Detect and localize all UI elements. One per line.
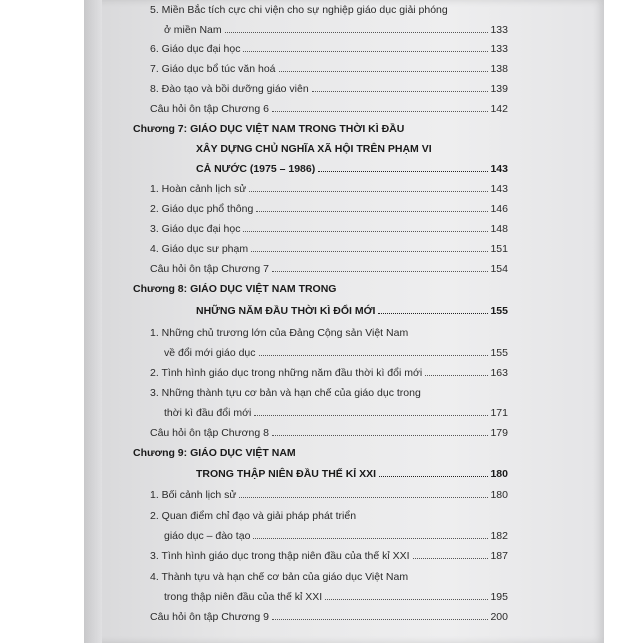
toc-entry xyxy=(150,243,508,255)
dot-leader xyxy=(413,557,489,559)
chapter-heading-line: Chương 9: GIÁO DỤC VIỆT NAM xyxy=(133,447,296,459)
toc-entry-title: 1. Hoàn cảnh lịch sử xyxy=(150,183,247,195)
toc-entry-title: 6. Giáo dục đại học xyxy=(150,43,241,55)
dot-leader xyxy=(256,210,488,212)
toc-page-number: 146 xyxy=(490,203,508,215)
toc-entry xyxy=(164,407,508,419)
dot-leader xyxy=(259,354,489,356)
dot-leader xyxy=(379,475,488,477)
dot-leader xyxy=(243,230,488,232)
toc-page-number: 195 xyxy=(490,591,508,603)
toc-page-number: 143 xyxy=(490,183,508,195)
toc-entry-line: 1. Những chủ trương lớn của Đảng Cộng sản Việt Nam xyxy=(150,327,409,339)
toc-page-number: 179 xyxy=(490,427,508,439)
dot-leader xyxy=(378,312,488,314)
toc-entry-title: trong thập niên đầu của thế kỉ XXI xyxy=(164,591,323,603)
toc-entry xyxy=(150,611,508,623)
toc-page-number: 133 xyxy=(490,43,508,55)
toc-entry-title: CẢ NƯỚC (1975 – 1986) xyxy=(196,163,316,175)
dot-leader xyxy=(272,270,488,272)
toc-page-number: 154 xyxy=(490,263,508,275)
dot-leader xyxy=(272,110,488,112)
toc-entry xyxy=(150,223,508,235)
chapter-heading-line: Chương 8: GIÁO DỤC VIỆT NAM TRONG xyxy=(133,283,337,295)
toc-page-number: 148 xyxy=(490,223,508,235)
toc-entry-title: Câu hỏi ôn tập Chương 9 xyxy=(150,611,269,623)
toc-entry-title: 4. Giáo dục sư phạm xyxy=(150,243,249,255)
dot-leader xyxy=(225,31,489,33)
dot-leader xyxy=(279,70,489,72)
toc-entry-title: 7. Giáo dục bổ túc văn hoá xyxy=(150,63,276,75)
dot-leader xyxy=(312,90,489,92)
dot-leader xyxy=(253,537,488,539)
chapter-heading-line: XÂY DỰNG CHỦ NGHĨA XÃ HỘI TRÊN PHẠM VI xyxy=(196,143,432,155)
toc-page-number: 187 xyxy=(490,550,508,562)
toc-entry xyxy=(150,43,508,55)
toc-entry-title: TRONG THẬP NIÊN ĐẦU THẾ KỈ XXI xyxy=(196,468,377,480)
toc-entry xyxy=(150,183,508,195)
chapter-heading-line: Chương 7: GIÁO DỤC VIỆT NAM TRONG THỜI KÌ ĐẦU xyxy=(133,123,405,135)
toc-entry-title: Câu hỏi ôn tập Chương 8 xyxy=(150,427,269,439)
toc-page-number: 139 xyxy=(490,83,508,95)
toc-entry-title: 2. Giáo dục phổ thông xyxy=(150,203,254,215)
toc-entry-title: ở miền Nam xyxy=(164,24,222,36)
dot-leader xyxy=(272,618,488,620)
toc-page-number: 143 xyxy=(490,163,508,175)
dot-leader xyxy=(243,50,488,52)
toc-entry-line: 5. Miền Bắc tích cực chi viện cho sự nghiệp giáo dục giải phóng xyxy=(150,4,448,16)
toc-page-number: 171 xyxy=(490,407,508,419)
chapter-heading-entry xyxy=(196,468,508,480)
toc-entry xyxy=(150,550,508,562)
toc-entry xyxy=(150,63,508,75)
toc-entry xyxy=(150,427,508,439)
toc-entry xyxy=(150,203,508,215)
toc-entry-title: 2. Tình hình giáo dục trong những năm đầu thời kì đổi mới xyxy=(150,367,423,379)
toc-entry xyxy=(150,489,508,501)
dot-leader xyxy=(318,170,488,172)
toc-page-number: 142 xyxy=(490,103,508,115)
toc-entry xyxy=(150,367,508,379)
toc-entry-title: Câu hỏi ôn tập Chương 6 xyxy=(150,103,269,115)
toc-entry xyxy=(150,83,508,95)
toc-entry-title: 3. Giáo dục đại học xyxy=(150,223,241,235)
toc-page-number: 200 xyxy=(490,611,508,623)
toc-entry xyxy=(164,591,508,603)
chapter-heading-entry xyxy=(196,163,508,175)
toc-entry xyxy=(164,530,508,542)
toc-entry xyxy=(150,263,508,275)
dot-leader xyxy=(325,598,488,600)
toc-entry-title: 8. Đào tạo và bồi dưỡng giáo viên xyxy=(150,83,309,95)
toc-entry-title: Câu hỏi ôn tập Chương 7 xyxy=(150,263,269,275)
toc-entry-line: 3. Những thành tựu cơ bản và hạn chế của giáo dục trong xyxy=(150,387,421,399)
toc-page-number: 133 xyxy=(490,24,508,36)
toc-page-number: 182 xyxy=(490,530,508,542)
toc-entry-title: về đổi mới giáo dục xyxy=(164,347,256,359)
toc-entry xyxy=(164,347,508,359)
toc-page-number: 151 xyxy=(490,243,508,255)
toc-page-number: 180 xyxy=(490,468,508,480)
toc-entry xyxy=(164,24,508,36)
toc-entry-title: giáo dục – đào tạo xyxy=(164,530,251,542)
toc-page-number: 180 xyxy=(490,489,508,501)
dot-leader xyxy=(254,414,488,416)
toc-page-number: 163 xyxy=(490,367,508,379)
dot-leader xyxy=(249,190,488,192)
toc-entry xyxy=(150,103,508,115)
dot-leader xyxy=(272,434,488,436)
toc-page-number: 155 xyxy=(490,305,508,317)
toc-page-number: 138 xyxy=(490,63,508,75)
dot-leader xyxy=(425,374,488,376)
toc-entry-line: 4. Thành tựu và hạn chế cơ bản của giáo dục Việt Nam xyxy=(150,571,409,583)
dot-leader xyxy=(239,496,488,498)
toc-entry-title: 3. Tình hình giáo dục trong thập niên đầu của thế kỉ XXI xyxy=(150,550,410,562)
toc-entry-line: 2. Quan điểm chỉ đạo và giải pháp phát triển xyxy=(150,510,357,522)
dot-leader xyxy=(251,250,488,252)
toc-entry-title: thời kì đầu đổi mới xyxy=(164,407,252,419)
toc-page-number: 155 xyxy=(490,347,508,359)
toc-entry-title: NHỮNG NĂM ĐẦU THỜI KÌ ĐỔI MỚI xyxy=(196,305,376,317)
chapter-heading-entry xyxy=(196,305,508,317)
toc-entry-title: 1. Bối cảnh lịch sử xyxy=(150,489,237,501)
